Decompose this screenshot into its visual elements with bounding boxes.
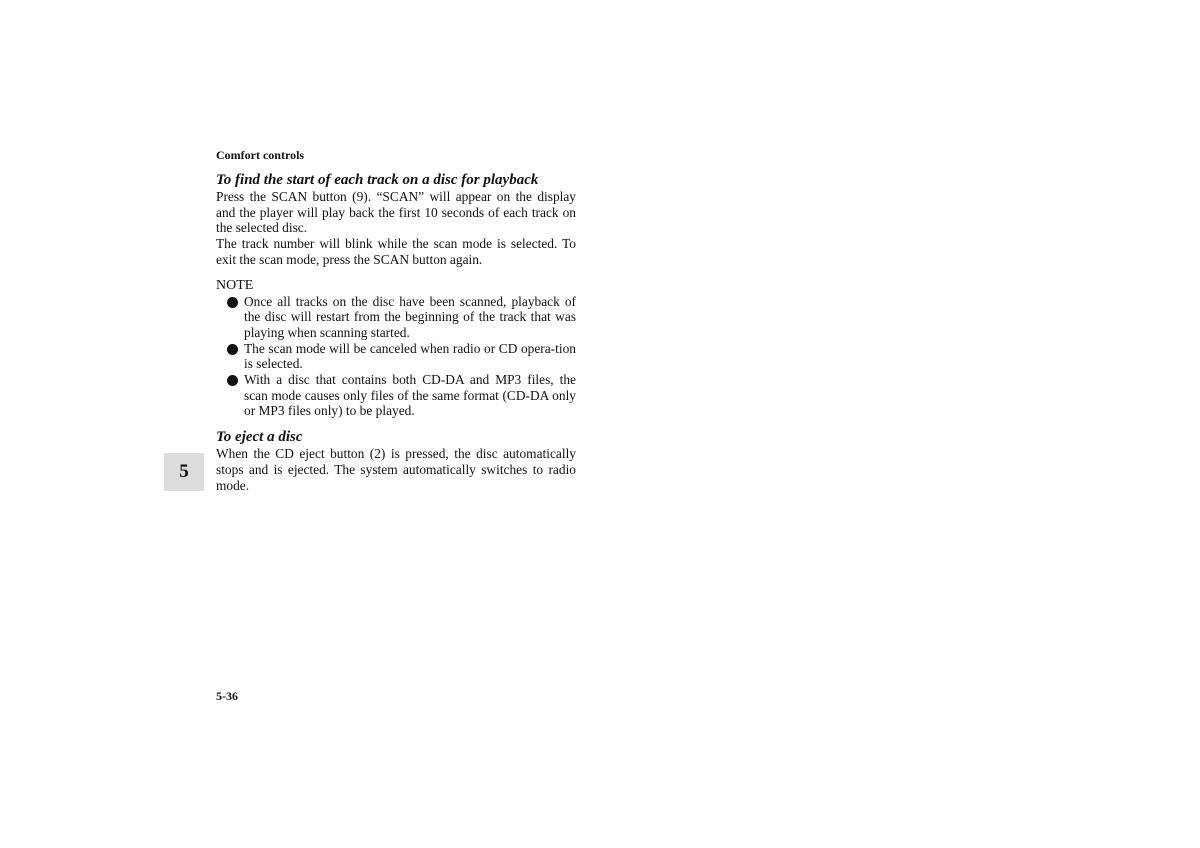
bullet-icon [227, 297, 238, 308]
bullet-icon [227, 375, 238, 386]
page-number: 5-36 [216, 689, 238, 703]
chapter-tab [164, 453, 204, 491]
note-item [216, 341, 576, 372]
note-item-text: With a disc that contains both CD-DA and MP3 files, the scan mode causes only files of the same format (CD-DA only or MP3 files only) to be played. [244, 372, 576, 419]
chapter-number: 5 [179, 461, 189, 482]
note-item [216, 372, 576, 419]
note-item [216, 294, 576, 341]
paragraph: When the CD eject button (2) is pressed, the disc automatically stops and is ejected. The system automatically switches to radio mode. [216, 446, 576, 493]
bullet-icon [227, 344, 238, 355]
main-column [216, 172, 576, 493]
section-title-scan: To find the start of each track on a disc for playback [216, 172, 539, 188]
section-eject [216, 429, 576, 493]
note-item-text: Once all tracks on the disc have been scanned, playback of the disc will restart from the beginning of the track that was playing when scanning started. [244, 293, 576, 340]
paragraph: Press the SCAN button (9). “SCAN” will appear on the display and the player will play back the first 10 seconds of each track on the selected disc. [216, 189, 576, 236]
note-item-text: The scan mode will be canceled when radio or CD opera-tion is selected. [244, 340, 576, 372]
paragraph: The track number will blink while the scan mode is selected. To exit the scan mode, press the SCAN button again. [216, 236, 576, 267]
note-list [216, 294, 576, 420]
section-title-eject: To eject a disc [216, 429, 303, 446]
running-header: Comfort controls [216, 148, 305, 162]
note-label: NOTE [216, 277, 254, 293]
